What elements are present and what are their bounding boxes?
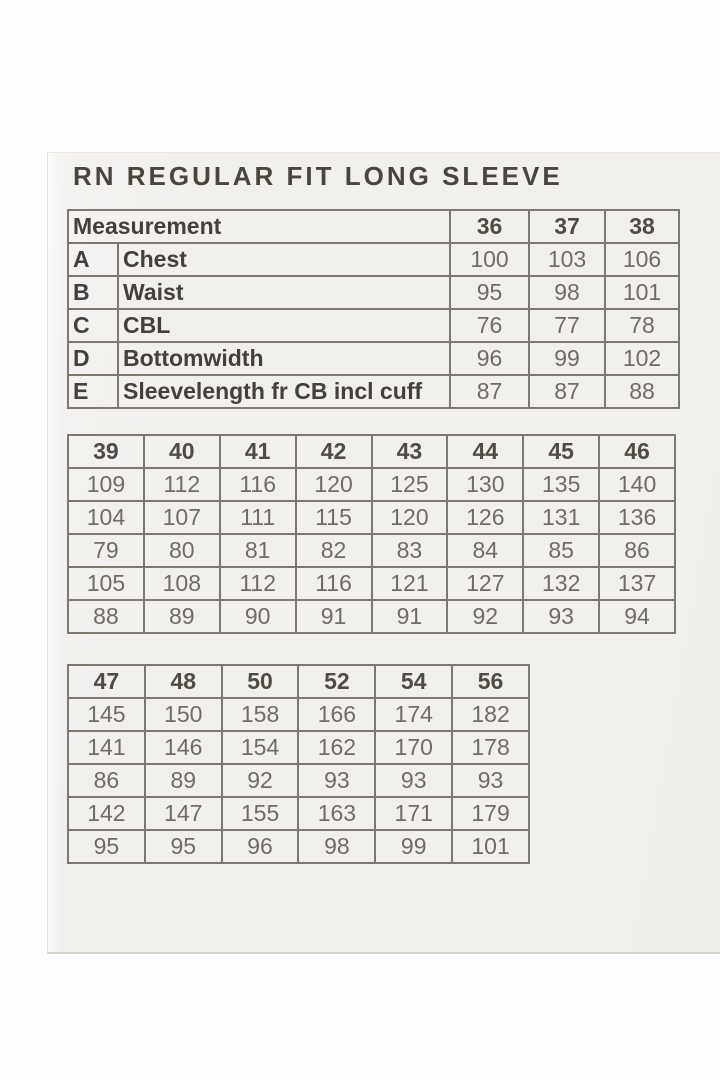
measurement-row (68, 342, 679, 375)
value-cell: 91 (372, 600, 448, 633)
value-cell: 81 (220, 534, 296, 567)
measurement-label: Sleevelength fr CB incl cuff (118, 375, 450, 408)
value-cell: 166 (298, 698, 375, 731)
value-cell: 92 (447, 600, 523, 633)
value-cell: 95 (68, 830, 145, 863)
value-row (68, 764, 529, 797)
size-table-2-body (68, 435, 675, 633)
value-cell: 93 (452, 764, 529, 797)
value-cell: 95 (450, 276, 529, 309)
size-table-1 (67, 209, 680, 409)
value-cell: 103 (529, 243, 605, 276)
measurement-key: B (68, 276, 118, 309)
value-cell: 112 (144, 468, 220, 501)
value-cell: 154 (222, 731, 299, 764)
value-cell: 101 (605, 276, 679, 309)
value-cell: 94 (599, 600, 675, 633)
size-header-cell: 45 (523, 435, 599, 468)
measurement-key: A (68, 243, 118, 276)
measurement-row (68, 375, 679, 408)
measurement-row (68, 309, 679, 342)
size-header-cell: 50 (222, 665, 299, 698)
size-table-1-body (68, 210, 679, 408)
value-cell: 170 (375, 731, 452, 764)
value-cell: 130 (447, 468, 523, 501)
measurement-label: CBL (118, 309, 450, 342)
size-header-cell: 40 (144, 435, 220, 468)
value-cell: 86 (68, 764, 145, 797)
size-header-cell: 36 (450, 210, 529, 243)
value-cell: 88 (68, 600, 144, 633)
value-cell: 111 (220, 501, 296, 534)
size-header-cell: 52 (298, 665, 375, 698)
value-cell: 137 (599, 567, 675, 600)
value-cell: 116 (296, 567, 372, 600)
value-cell: 88 (605, 375, 679, 408)
size-header-cell: 56 (452, 665, 529, 698)
size-header-cell: 42 (296, 435, 372, 468)
value-row (68, 567, 675, 600)
value-row (68, 600, 675, 633)
value-cell: 83 (372, 534, 448, 567)
value-cell: 171 (375, 797, 452, 830)
value-cell: 98 (298, 830, 375, 863)
value-cell: 163 (298, 797, 375, 830)
size-table-3-header-row (68, 665, 529, 698)
value-cell: 84 (447, 534, 523, 567)
value-cell: 106 (605, 243, 679, 276)
size-header-cell: 46 (599, 435, 675, 468)
value-cell: 101 (452, 830, 529, 863)
value-row (68, 501, 675, 534)
measurement-label: Bottomwidth (118, 342, 450, 375)
value-cell: 179 (452, 797, 529, 830)
value-cell: 140 (599, 468, 675, 501)
value-cell: 141 (68, 731, 145, 764)
size-header-cell: 39 (68, 435, 144, 468)
size-header-cell: 38 (605, 210, 679, 243)
value-cell: 105 (68, 567, 144, 600)
value-cell: 86 (599, 534, 675, 567)
size-table-2 (67, 434, 676, 634)
value-cell: 93 (375, 764, 452, 797)
value-cell: 132 (523, 567, 599, 600)
value-row (68, 534, 675, 567)
value-cell: 178 (452, 731, 529, 764)
size-header-cell: 48 (145, 665, 222, 698)
value-cell: 102 (605, 342, 679, 375)
value-cell: 158 (222, 698, 299, 731)
value-cell: 89 (144, 600, 220, 633)
value-cell: 93 (298, 764, 375, 797)
value-row (68, 468, 675, 501)
value-cell: 142 (68, 797, 145, 830)
value-cell: 99 (529, 342, 605, 375)
value-cell: 115 (296, 501, 372, 534)
measurement-key: D (68, 342, 118, 375)
value-cell: 174 (375, 698, 452, 731)
page-title: RN REGULAR FIT LONG SLEEVE (73, 161, 563, 191)
value-row (68, 731, 529, 764)
value-cell: 155 (222, 797, 299, 830)
measurement-row (68, 243, 679, 276)
value-cell: 125 (372, 468, 448, 501)
value-cell: 82 (296, 534, 372, 567)
value-cell: 145 (68, 698, 145, 731)
size-table-3-body (68, 665, 529, 863)
size-header-cell: 37 (529, 210, 605, 243)
value-cell: 99 (375, 830, 452, 863)
value-cell: 92 (222, 764, 299, 797)
value-cell: 131 (523, 501, 599, 534)
size-header-cell: 41 (220, 435, 296, 468)
size-header-cell: 47 (68, 665, 145, 698)
value-cell: 182 (452, 698, 529, 731)
value-cell: 108 (144, 567, 220, 600)
size-table-1-header-row (68, 210, 679, 243)
value-cell: 120 (372, 501, 448, 534)
measurement-row (68, 276, 679, 309)
value-cell: 90 (220, 600, 296, 633)
value-cell: 89 (145, 764, 222, 797)
value-cell: 126 (447, 501, 523, 534)
value-cell: 112 (220, 567, 296, 600)
value-cell: 98 (529, 276, 605, 309)
value-cell: 79 (68, 534, 144, 567)
measurement-label: Waist (118, 276, 450, 309)
value-cell: 162 (298, 731, 375, 764)
size-table-3 (67, 664, 530, 864)
size-header-cell: 43 (372, 435, 448, 468)
measurement-key: C (68, 309, 118, 342)
value-cell: 78 (605, 309, 679, 342)
value-cell: 107 (144, 501, 220, 534)
size-header-cell: 54 (375, 665, 452, 698)
value-cell: 95 (145, 830, 222, 863)
value-cell: 116 (220, 468, 296, 501)
value-cell: 109 (68, 468, 144, 501)
value-cell: 96 (222, 830, 299, 863)
value-cell: 147 (145, 797, 222, 830)
value-cell: 100 (450, 243, 529, 276)
value-cell: 80 (144, 534, 220, 567)
value-row (68, 698, 529, 731)
value-cell: 85 (523, 534, 599, 567)
value-cell: 146 (145, 731, 222, 764)
size-chart-paper (47, 152, 720, 954)
size-header-cell: 44 (447, 435, 523, 468)
value-row (68, 797, 529, 830)
value-row (68, 830, 529, 863)
value-cell: 150 (145, 698, 222, 731)
value-cell: 104 (68, 501, 144, 534)
measurement-header-cell: Measurement (68, 210, 450, 243)
value-cell: 93 (523, 600, 599, 633)
value-cell: 121 (372, 567, 448, 600)
value-cell: 135 (523, 468, 599, 501)
value-cell: 91 (296, 600, 372, 633)
measurement-key: E (68, 375, 118, 408)
value-cell: 77 (529, 309, 605, 342)
value-cell: 96 (450, 342, 529, 375)
value-cell: 120 (296, 468, 372, 501)
value-cell: 76 (450, 309, 529, 342)
value-cell: 136 (599, 501, 675, 534)
value-cell: 87 (529, 375, 605, 408)
value-cell: 87 (450, 375, 529, 408)
value-cell: 127 (447, 567, 523, 600)
size-table-2-header-row (68, 435, 675, 468)
measurement-label: Chest (118, 243, 450, 276)
